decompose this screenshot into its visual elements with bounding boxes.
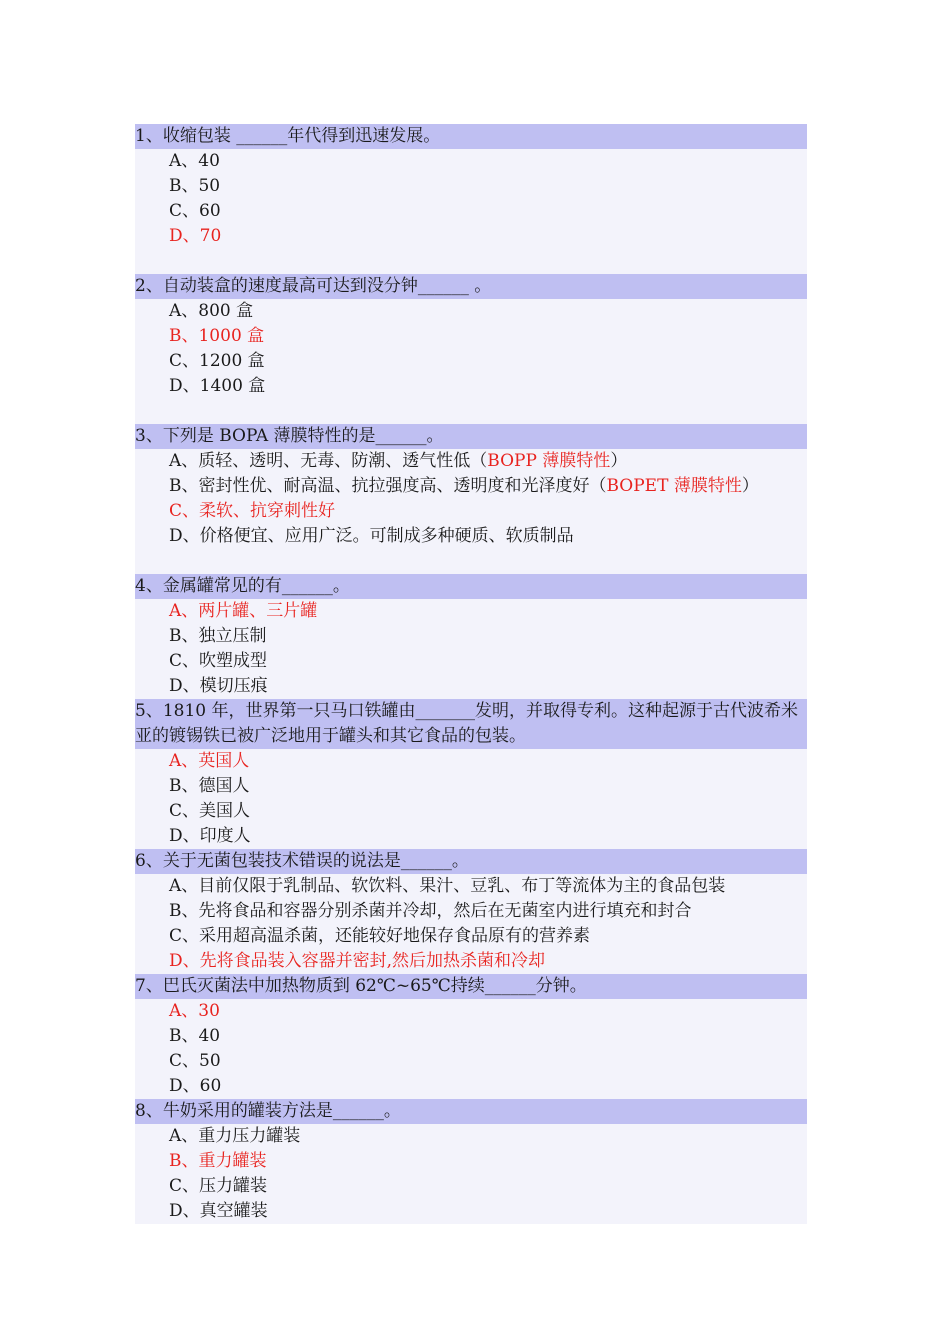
option-text: A、质轻、透明、无毒、防潮、透气性低（ [169, 451, 488, 471]
option-list [135, 874, 807, 974]
option-correct: A、30 [169, 1001, 220, 1021]
option-tail: ） [610, 451, 628, 471]
option: C、60 [169, 201, 221, 221]
question-stem: 4、金属罐常见的有______。 [135, 574, 807, 599]
question-stem: 2、自动装盒的速度最高可达到没分钟______ 。 [135, 274, 807, 299]
question-block [135, 1099, 807, 1224]
option: B、先将食品和容器分别杀菌并冷却，然后在无菌室内进行填充和封合 [169, 901, 692, 921]
option: D、印度人 [169, 826, 251, 846]
question-block [135, 574, 807, 699]
option-list [135, 149, 807, 274]
question-block [135, 849, 807, 974]
option-list [135, 999, 807, 1099]
option-correct: C、柔软、抗穿刺性好 [169, 501, 336, 521]
option: A、40 [169, 151, 220, 171]
question-block [135, 974, 807, 1099]
option-correct: B、重力罐装 [169, 1151, 267, 1171]
question-block [135, 274, 807, 424]
option: D、模切压痕 [169, 676, 268, 696]
question-stem: 7、巴氏灭菌法中加热物质到 62℃~65℃持续______分钟。 [135, 974, 807, 999]
question-stem: 6、关于无菌包装技术错误的说法是______。 [135, 849, 807, 874]
question-block [135, 124, 807, 274]
option-tail: ） [741, 476, 759, 496]
question-stem: 3、下列是 BOPA 薄膜特性的是______。 [135, 424, 807, 449]
option-correct: A、两片罐、三片罐 [169, 601, 318, 621]
option-correct: A、英国人 [169, 751, 250, 771]
option-list [135, 599, 807, 699]
question-stem: 8、牛奶采用的罐装方法是______。 [135, 1099, 807, 1124]
option [135, 474, 807, 499]
option: B、50 [169, 176, 221, 196]
option-correct: D、先将食品装入容器并密封,然后加热杀菌和冷却 [169, 951, 546, 971]
quiz-document [135, 124, 807, 1224]
option: A、重力压力罐装 [169, 1126, 301, 1146]
option: B、独立压制 [169, 626, 267, 646]
option: D、60 [169, 1076, 222, 1096]
question-block [135, 699, 807, 849]
option: D、真空罐装 [169, 1201, 268, 1221]
option-list [135, 1124, 807, 1224]
option-text: B、密封性优、耐高温、抗拉强度高、透明度和光泽度好（ [169, 476, 607, 496]
question-block [135, 424, 807, 574]
question-stem: 5、1810 年，世界第一只马口铁罐由_______发明，并取得专利。这种起源于古代波希米亚的镀锡铁已被广泛地用于罐头和其它食品的包装。 [135, 699, 807, 749]
option-note: BOPP 薄膜特性 [487, 451, 611, 471]
option-note: BOPET 薄膜特性 [606, 476, 742, 496]
option: B、德国人 [169, 776, 250, 796]
option: D、价格便宜、应用广泛。可制成多种硬质、软质制品 [169, 526, 574, 546]
option-correct: D、70 [169, 226, 222, 246]
option: C、1200 盒 [169, 351, 265, 371]
option-correct: B、1000 盒 [169, 326, 265, 346]
option: C、美国人 [169, 801, 251, 821]
option [135, 449, 807, 474]
option: C、压力罐装 [169, 1176, 268, 1196]
option-list [135, 299, 807, 424]
option-list [135, 749, 807, 849]
option: C、采用超高温杀菌，还能较好地保存食品原有的营养素 [169, 926, 591, 946]
option: A、800 盒 [169, 301, 254, 321]
question-stem: 1、收缩包装 ______年代得到迅速发展。 [135, 124, 807, 149]
option: C、50 [169, 1051, 221, 1071]
option: A、目前仅限于乳制品、软饮料、果汁、豆乳、布丁等流体为主的食品包装 [169, 876, 726, 896]
option-list [135, 449, 807, 574]
option: C、吹塑成型 [169, 651, 268, 671]
option: D、1400 盒 [169, 376, 266, 396]
option: B、40 [169, 1026, 221, 1046]
